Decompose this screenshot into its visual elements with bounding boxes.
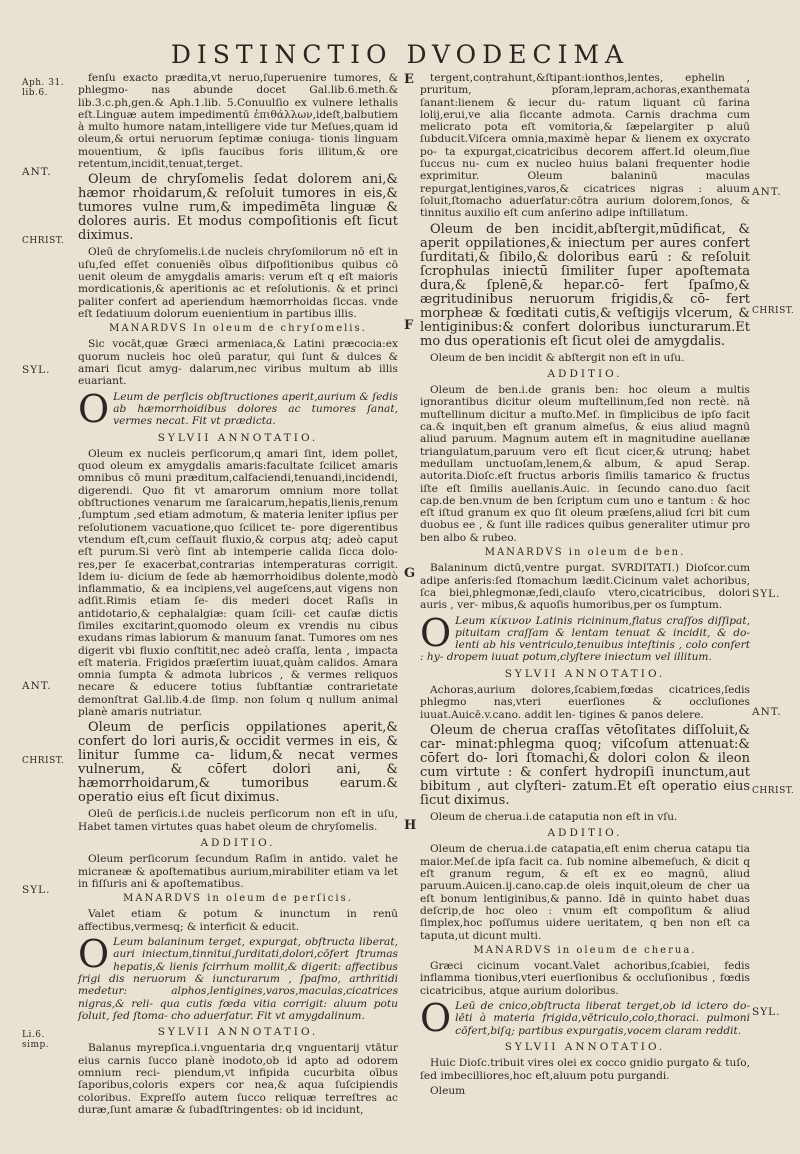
section-letter: E bbox=[404, 72, 414, 87]
margin-note: ANT. bbox=[22, 680, 52, 692]
italic-paragraph bbox=[78, 932, 398, 1022]
section-heading: ADDITIO. bbox=[547, 367, 623, 380]
italic-text: Leum balaninum terget, expurgat, obſtructa liberat, auri iniectum,tinnitui,ſurditati,dolori,cōfert ſtrumas hepatis,& lienis ſcirrhum mollit,& digerit: affectibus ſrigi dis neruorum & iuncturarum , ſpaſmo, arthritidi medetur: alphos,lentigines,varos,maculas,cicatrices nigras,& reli- qua cutis fœda vitia corrigit: aluum potu ſoluit, ſed ſtoma- cho aduerſatur. Fit vt amygdalinum. bbox=[78, 936, 398, 1022]
paragraph: Oleum bbox=[430, 1084, 466, 1097]
italic-text: Leū de cnico,obſtructa liberat terget,ob id ictero do- lēti à materia frigida,vētriculo,colo,thoraci. pulmoni cōfert,biſq; partibus expurgatis,vocem claram reddit. bbox=[455, 1000, 750, 1037]
margin-note: SYL. bbox=[752, 588, 781, 600]
main-text-paragraph: Oleum de cherua craſſas vētoſitates diſſoluit,& car- minat:phlegma quoq; viſcoſum attenuat:& cōfert do- lori ſtomachi,& dolori colon & ileon cum virtute : & confert hydropiſi inunctum,aut bibitum , aut clyſteri- zatum.Et eſt operatio eius ſicut diximus. bbox=[420, 722, 750, 808]
paragraph: Oleū de chryſomelis.i.de nucleis chryſomilorum nō eſt in uſu,ſed eſſet conueniēs oībus diſpoſitionibus quibus cō uenit oleum de amygdalis amaris: verum eſt q eſt maioris mordicationis,& aperitionis ac et reſolutionis. & et princi paliter confert ad aperiendum hæmorrhoidas ſiccas. vnde eſt ſedatiuum dolorum euenientium in partibus illis. bbox=[78, 246, 398, 320]
paragraph: Achoras,aurium dolores,ſcabiem,fœdas cicatrices,ſedis phlegmo nas,vteri euerſiones & occluſiones iuuat.Auicē.v.cano. addit len- tigines & panos delere. bbox=[420, 683, 750, 721]
paragraph: Valet etiam & potum & inunctum in renū affectibus,vermesq; & interficit & educit. bbox=[78, 908, 398, 933]
commentary-heading: MANARDVS In oleum de chryſomelis. bbox=[109, 323, 367, 335]
margin-note: SYL. bbox=[22, 884, 51, 896]
drop-cap: O bbox=[78, 932, 110, 977]
paragraph: Huic Dioſc.tribuit vires olei ex cocco gnidio purgato & tuſo, ſed imbecilliores,hoc eſt,aluum potu purgandi. bbox=[420, 1057, 750, 1082]
section-heading: ADDITIO. bbox=[200, 836, 276, 849]
section-heading: SYLVII ANNOTATIO. bbox=[157, 1026, 319, 1039]
paragraph: Oleum de cherua.i.de catapatia,eſt enim cherua catapu tia maior.Meſ.de ipſa facit ca. ſub nomine albemeſuch, & dicit q eſt granum regum, & eſt ex eo magnū, aliud paruum.Auicen.ij.cano.cap.de oleis inquit,oleum de cher ua eſt bonum lentiginibus,& panno. Idē in quinto habet duas deſcrip,de hoc oleo : vnum eſt compoſitum & aliud ſimplex,hoc poſſumus uidere ueritatem, q ben non eſt ca taputa,ut dicunt multi. bbox=[420, 843, 750, 942]
left-text-column bbox=[78, 72, 398, 1119]
paragraph: Oleum ex nucleis perſicorum,q amari ſint, idem pollet, quod oleum ex amygdalis amaris:facultate ſcilicet amaris omnibus cō muni præditum,calfaciendi,tenuandi,incidendi, digerendi. Quo fit vt amarorum omnium more tollat obſtructiones venarum me ſaraicarum,hepatis,lienis,renum ,ſumptum ,sed etiam admotum, & materia leniter ipſius per reſolutionem vacuatione,quo ſcilicet te- pore digerentibus vtendum eſt,cum ceſſauit fluxio,& corpus atq; adeò caput eſt purum.Si verò ſint ab intemperie calida ſicca dolo- res,per ſe exacerbat,contrarias intemperaturas corrigit. Idem iu- dicium de ſede ab hæmorrhoidibus dolente,modò inflammatio, & ea incipiens,vel augeſcens,aut vigens non adſit.Rimis etiam ſe- dis mederi docet Raſis in antidotario,& cephalalgiæ: quam ſcili- cet cauſæ dictis ſimiles excitarint,quomodo oleum ex vrendis nu cibus exudans rimas labiorum & manuum ſanat. Tumores om nes digerit vbi fluxio conſtitit,nec adeò craſſa, lenta , impacta eſt materia. Frigidos præſertim iuuat,quàm calidos. Amara omnia ſumpta & admota lubricos , & vermes reliquos necare & educere totius ſubſtantiæ contrarietate demonſtrat Gal.lib.4.de ſimp. non ſolum q nullum animal planè amaris nutriatur. bbox=[78, 447, 398, 719]
italic-text: Leum de perſicis obſtructiones aperit,aurium & ſedis ab hæmorrhoidibus dolores ac tumores ſanat, vermes necat. Fit vt prædicta. bbox=[113, 390, 398, 428]
commentary-heading: MANARDVS in oleum de cherua. bbox=[473, 944, 697, 956]
paragraph: Balanus myrepſica.i.vnguentaria dr,q vnguentarij vtātur eius carnis ſucco planè inodoto,ob id apto ad odorem omnium reci- piendum,vt infipida cucurbita oībus ſaporibus,coloris expers cor nea,& aqua ſuſcipiendis coloribus. Expreſſo autem ſucco reliquæ terreſtres ac duræ,ſunt amaræ & ſubadſtringentes: ob id incidunt, bbox=[78, 1042, 398, 1116]
italic-text: Leum κίκινον Latinis ricininum,flatus craſſos diſſipat, pituitam craſſam & lentam tenuat & incidit, & do- lenti ab his ventriculo,tenuibus inteſtinis , colo confert : hy- dropem iuuat potum,clyſtere iniectum vel illitum. bbox=[420, 614, 750, 664]
margin-note: SYL. bbox=[22, 364, 51, 376]
section-heading: SYLVII ANNOTATIO. bbox=[157, 431, 319, 444]
margin-note: CHRIST. bbox=[752, 786, 795, 796]
drop-cap: O bbox=[420, 996, 452, 1041]
main-text-paragraph: Oleum de ben incidit,abſtergit,mūdificat, & aperit oppilationes,& iniectum per aures confert ſurditati,& ſibilo,& doloribus earū : & reſoluit ſcrophulas iniectū ſimiliter ſuper apoſtemata dura,& ſplenē,& hepar.cō- fert ſpaſmo,& ægritudinibus neruorum frigidis,& cō- fert morpheæ & fœditati cutis,& veſtigijs vlcerum, & lentiginibus:& confert doloribus iuncturarum.Et mo dus operationis eſt ſicut olei de amygdalis. bbox=[420, 221, 750, 349]
margin-note: CHRIST. bbox=[22, 756, 65, 766]
margin-note: Li.6. simp. bbox=[22, 1030, 50, 1050]
paragraph: Græci cicinum vocant.Valet achoribus,ſcabiei, fedis inflamma tionibus,vteri euerſionibus & occluſionibus , fœdis cicatricibus, atque aurium doloribus. bbox=[420, 960, 750, 997]
paragraph: fenſu exacto prædita,vt neruo,ſuperuenire tumores, & phlegmo- nas abunde docet Gal.lib.6.meth.& lib.3.c.ph,gen.& Aph.1.lib. 5.Conuulſio ex vulnere lethalis eſt.Linguæ autem impedimentū ἐπιθάλλων,ideſt,balbutiem à multo humore natam,intelligere vide tur Meſues,quam id oleum,& ortui neruorum ſeptimæ coniuga- tionis linguam mouentium, & ipſis faucibus foris illitum,& ore retentum,incidit,tenuat,terget. bbox=[78, 72, 398, 171]
section-heading: SYLVII ANNOTATIO. bbox=[504, 667, 666, 680]
drop-cap: O bbox=[420, 610, 452, 655]
italic-paragraph bbox=[78, 386, 398, 431]
paragraph: Sic vocāt,quæ Græci armeniaca,& Latini præcocia:ex quorum nucleis hoc oleū paratur, qui ſunt & dulces & amari ſicut amyg- dalarum,nec viribus multum ab illis euariant. bbox=[78, 338, 398, 388]
margin-note: SYL. bbox=[752, 1006, 781, 1018]
paragraph: Oleū de perſicis.i.de nucleis perſicorum non eſt in uſu, Habet tamen virtutes quas habet oleum de chryſomelis. bbox=[78, 808, 398, 833]
italic-paragraph bbox=[420, 996, 750, 1041]
paragraph: Oleum de cherua.i.de cataputia non eſt in vſu. bbox=[430, 810, 678, 823]
main-text-paragraph: Oleum de chryſomelis ſedat dolorem ani,& hæmor rhoidarum,& reſoluit tumores in eis,& tumores vulne rum,& impedimēta linguæ & dolores auris. Et modus compoſitionis eſt ſicut diximus. bbox=[78, 172, 398, 244]
margin-note: CHRIST. bbox=[752, 306, 795, 316]
paragraph: Balaninum dictū,ventre purgat. SVRDITATI.) Dioſcor.cum adipe anſeris:ſed ſtomachum lædit.Cicinum valet achoribus, ſca biei,phlegmonæ,ſedi,clauſo vtero,cicatricibus, dolori auris , ver- mibus,& aquoſis humoribus,per os ſumptum. bbox=[420, 562, 750, 612]
margin-note: ANT. bbox=[752, 186, 782, 198]
italic-paragraph bbox=[420, 610, 750, 664]
section-letter: H bbox=[404, 818, 417, 833]
paragraph: Oleum perſicorum ſecundum Raſim in antido. valet he micraneæ & apoſtematibus aurium,mirabiliter etiam va let in fiſſuris ani & apoſtematibus. bbox=[78, 853, 398, 890]
margin-note: CHRIST. bbox=[22, 236, 65, 246]
running-head: DISTINCTIO DVODECIMA bbox=[170, 40, 630, 69]
main-text-paragraph: Oleum de perſicis oppilationes aperit,& confert do lori auris,& occidit vermes in eis, & linitur ſumme ca- lidum,& necat vermes vulnerum, & cōfert dolori ani, & hæmorrhoidarum,& tumoribus earum.& operatio eius eſt ſicut diximus. bbox=[78, 720, 398, 806]
paragraph: Oleum de ben.i.de granis ben: hoc oleum a multis ignorantibus dicitur oleum muſtellinum,ſed non rectè. nā muſtellinum dicitur a muſto.Meſ. in ſimplicibus de ipſo facit ca.& inquit,ben eſt granum almeſus, & eius aliud magnū aliud paruum. Magnum autem eſt in magnitudine auellanæ triangulatum,paruum vero eſt ſicut cicer,& utrunq; habet medullam unctuoſam,lenem,& album, & apud Serap. autorita.Dioſc.eſt fructus arboris ſimilis tamarico & fructus iſte eſt ſimilis auellanis.Auic. in ſecundo cano.duo ſacit cap.de ben.vnum de ben ſcriptum cum uno e tantum : & hoc eſt iſtud granum ex quo ſit oleum præſens,aliud ſcri bit cum duobus ee , & ſunt ille radices quibus generaliter utimur pro ben albo & rubeo. bbox=[420, 384, 750, 544]
section-heading: SYLVII ANNOTATIO. bbox=[504, 1040, 666, 1053]
commentary-heading: MANARDVS in oleum de ben. bbox=[484, 547, 686, 559]
section-heading: ADDITIO. bbox=[547, 827, 623, 840]
paragraph: Oleum de ben incidit & abſtergit non eſt in uſu. bbox=[430, 351, 685, 364]
section-letter: G bbox=[404, 566, 416, 581]
drop-cap: O bbox=[78, 386, 110, 431]
margin-note: Aph. 31. lib.6. bbox=[22, 78, 65, 98]
section-letter: F bbox=[404, 318, 414, 333]
paragraph: tergent,coṇtrahunt,&ſtipant:ionthos,lentes, ephelin , pruritum, pſoram,lepram,achoras,exanthemata ſanant:lienem & iecur du- ratum liquant cū farina lolij,erui,ve alia ſiccante admota. Carnis drachma cum melicrato pota eſt vomitoria,& ſæpelargiter p aluū ſubducit.Viſcera omnia,maximè hepar & lienem ex oxycrato po- ta expurgat,cicatricibus decorem affert.Id oleum,ſiue ſuccus nu- cum ex nucleo huius balani frequenter hodie exprimitur. Oleum balaninū maculas repurgat,lentigines,varos,& cicatrices nigras : aluum ſoluit,ſtomacho aduerſatur:cōtra aurium dolorem,ſonos, & tinnitus auxilio eſt cum anſerino adipe inſtillatum. bbox=[420, 72, 750, 220]
margin-note: ANT. bbox=[752, 706, 782, 718]
commentary-heading: MANARDVS in oleum de perſicis. bbox=[123, 893, 353, 905]
margin-note: ANT. bbox=[22, 166, 52, 178]
right-text-column bbox=[420, 72, 750, 1100]
